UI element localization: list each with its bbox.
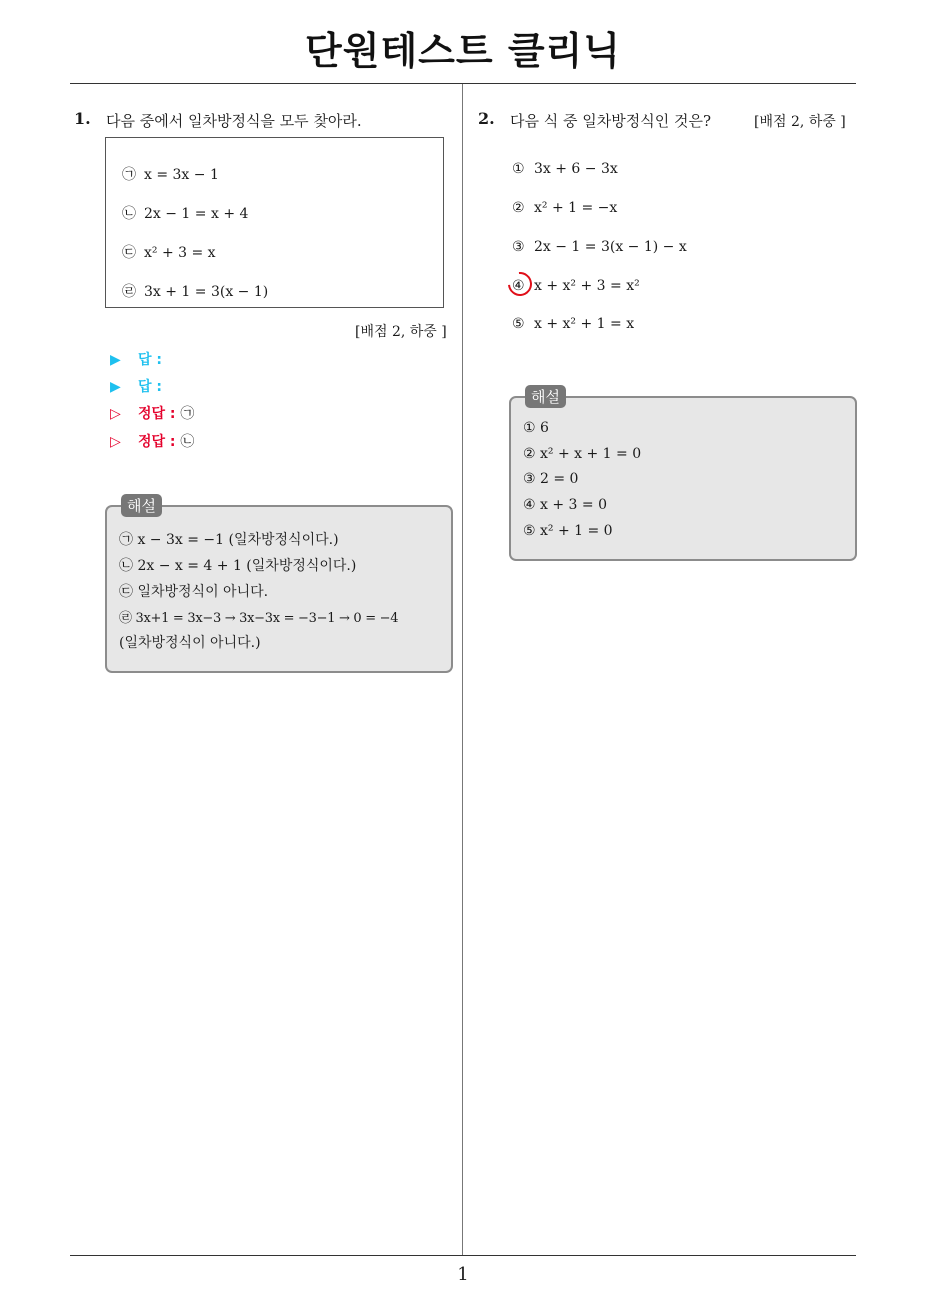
triangle-outline-icon: ▷ xyxy=(110,434,121,450)
correct-answer-row-2 xyxy=(110,431,194,451)
option-5[interactable] xyxy=(512,316,634,332)
option-expression: x + x² + 1 = x xyxy=(534,316,635,332)
correct-answer-value: ㉠ xyxy=(180,406,195,422)
explanation-line: ③ 2 = 0 xyxy=(523,471,579,487)
column-divider xyxy=(462,84,463,1256)
option-2[interactable] xyxy=(512,200,617,216)
play-arrow-icon: ▶ xyxy=(110,352,121,368)
option-expression: x² + 1 = −x xyxy=(534,200,618,216)
option-mark: ④ xyxy=(512,278,525,294)
explanation-line: ㉢ 일차방정식이 아니다. xyxy=(119,584,269,600)
choice-expression: 2x − 1 = x + 4 xyxy=(144,206,249,222)
correct-answer-value: ㉡ xyxy=(180,434,195,450)
page-number: 1 xyxy=(457,1264,469,1285)
correct-answer-label: 정답 : xyxy=(138,406,176,422)
option-expression: 3x + 6 − 3x xyxy=(534,161,618,177)
triangle-outline-icon: ▷ xyxy=(110,406,121,422)
explanation-line: ① 6 xyxy=(523,420,549,436)
header-rule xyxy=(70,83,856,84)
explanation-line: ② x² + x + 1 = 0 xyxy=(523,446,642,462)
footer-rule xyxy=(70,1255,856,1256)
question-2-number: 2. xyxy=(478,109,495,128)
page-title: 단원테스트 클리닉 xyxy=(305,29,621,73)
question-2-text: 다음 식 중 일차방정식인 것은? xyxy=(510,112,711,130)
question-1-number: 1. xyxy=(74,109,91,128)
question-1-explanation-box xyxy=(105,497,453,673)
choice-expression: x = 3x − 1 xyxy=(144,167,219,183)
question-1-score-meta: [배점 2, 하중 ] xyxy=(355,324,447,340)
option-1[interactable] xyxy=(512,161,618,177)
correct-answer-row-1 xyxy=(110,403,194,423)
selected-answer-circle-icon xyxy=(503,267,537,301)
option-3[interactable] xyxy=(512,239,687,255)
choice-2[interactable] xyxy=(122,203,248,223)
answer-label: 답 : xyxy=(138,352,162,368)
question-1-text: 다음 중에서 일차방정식을 모두 찾아라. xyxy=(106,112,362,130)
choice-mark: ㉡ xyxy=(122,206,136,222)
explanation-tag: 해설 xyxy=(525,385,566,408)
answer-row-1 xyxy=(110,349,162,369)
option-expression: x + x² + 3 = x² xyxy=(534,278,640,294)
question-2-explanation-box xyxy=(509,388,857,561)
option-mark: ① xyxy=(512,161,525,177)
explanation-line: ㉡ 2x − x = 4 + 1 (일차방정식이다.) xyxy=(119,558,357,574)
play-arrow-icon: ▶ xyxy=(110,379,121,395)
option-expression: 2x − 1 = 3(x − 1) − x xyxy=(534,239,687,255)
question-1-choice-box xyxy=(105,137,444,308)
explanation-tag: 해설 xyxy=(121,494,162,517)
question-2-score-meta: [배점 2, 하중 ] xyxy=(754,114,846,130)
option-mark: ② xyxy=(512,200,525,216)
answer-label: 답 : xyxy=(138,379,162,395)
choice-1[interactable] xyxy=(122,164,219,184)
choice-expression: 3x + 1 = 3(x − 1) xyxy=(144,284,269,300)
explanation-line: (일차방정식이 아니다.) xyxy=(119,635,261,651)
explanation-line: ⑤ x² + 1 = 0 xyxy=(523,523,613,539)
explanation-line: ㉣ 3x+1 = 3x−3 → 3x−3x = −3−1 → 0 = −4 xyxy=(119,611,399,626)
explanation-line: ㉠ x − 3x = −1 (일차방정식이다.) xyxy=(119,532,339,548)
choice-3[interactable] xyxy=(122,242,216,262)
correct-answer-label: 정답 : xyxy=(138,434,176,450)
option-mark: ⑤ xyxy=(512,316,525,332)
choice-mark: ㉢ xyxy=(122,245,136,261)
explanation-line: ④ x + 3 = 0 xyxy=(523,497,607,513)
choice-expression: x² + 3 = x xyxy=(144,245,216,261)
choice-mark: ㉣ xyxy=(122,284,136,300)
option-mark: ③ xyxy=(512,239,525,255)
choice-4[interactable] xyxy=(122,281,268,301)
answer-row-2 xyxy=(110,376,162,396)
choice-mark: ㉠ xyxy=(122,167,136,183)
